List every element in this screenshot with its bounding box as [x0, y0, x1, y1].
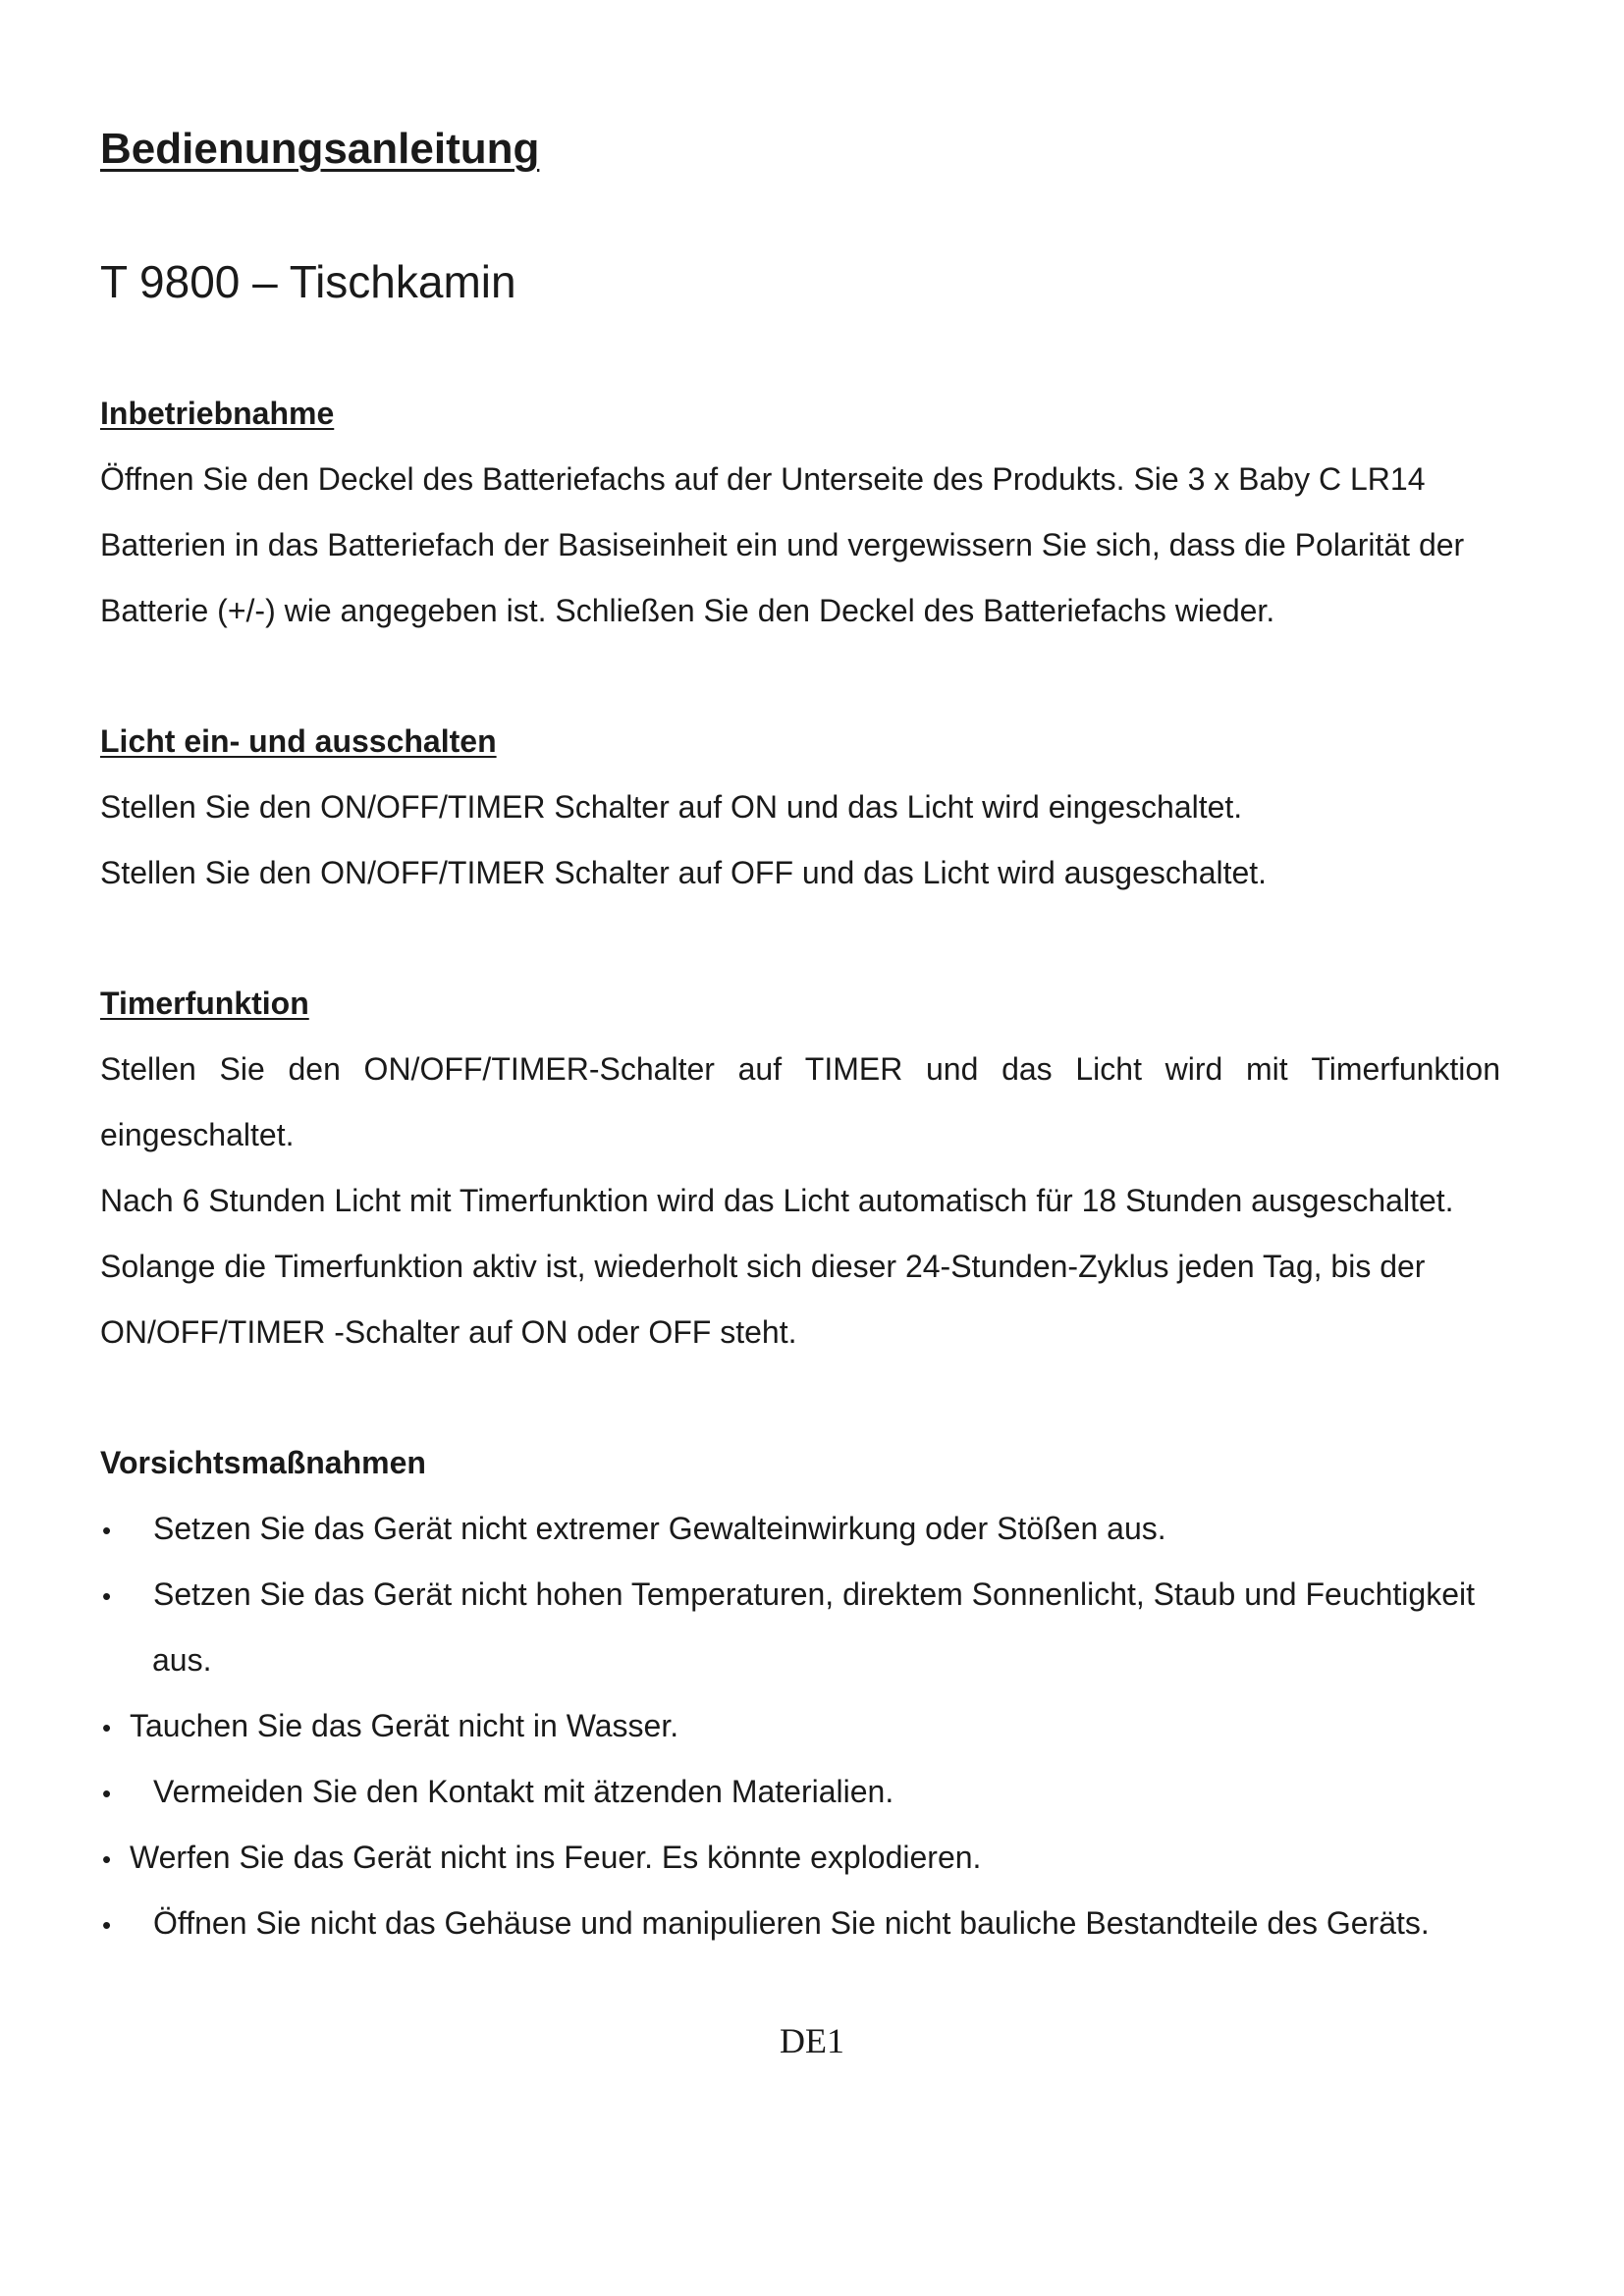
- section-heading-licht: Licht ein- und ausschalten: [100, 723, 497, 759]
- list-item: [102, 1840, 982, 1875]
- word: ON/OFF/TIMER-Schalter: [363, 1051, 715, 1087]
- list-item-text: Vermeiden Sie den Kontakt mit ätzenden Materialien.: [153, 1774, 894, 1809]
- word: Licht: [1075, 1051, 1142, 1087]
- word: wird: [1164, 1051, 1223, 1087]
- paragraph-line: eingeschaltet.: [100, 1117, 295, 1152]
- list-item-text: Tauchen Sie das Gerät nicht in Wasser.: [130, 1708, 679, 1743]
- list-item: [102, 1511, 1166, 1546]
- section-heading-inbetriebnahme: Inbetriebnahme: [100, 396, 335, 431]
- bullet-icon: •: [102, 1581, 112, 1611]
- word: und: [926, 1051, 979, 1087]
- paragraph-line: Batterie (+/-) wie angegeben ist. Schließen Sie den Deckel des Batteriefachs wieder.: [100, 593, 1275, 628]
- paragraph-line: Solange die Timerfunktion aktiv ist, wiederholt sich dieser 24-Stunden-Zyklus jeden Tag, bis der: [100, 1249, 1426, 1284]
- bullet-icon: •: [102, 1910, 112, 1940]
- section-heading-vorsicht: Vorsichtsmaßnahmen: [100, 1445, 426, 1480]
- word: auf: [737, 1051, 783, 1087]
- page-number: DE1: [780, 2021, 844, 2060]
- list-item-text: Setzen Sie das Gerät nicht extremer Gewalteinwirkung oder Stößen aus.: [153, 1511, 1166, 1546]
- word: TIMER: [804, 1051, 903, 1087]
- paragraph-line: ON/OFF/TIMER -Schalter auf ON oder OFF steht.: [100, 1314, 797, 1350]
- list-item: [102, 1576, 1475, 1612]
- list-item: [102, 1774, 894, 1809]
- bullet-icon: •: [102, 1844, 112, 1874]
- bullet-icon: •: [102, 1713, 112, 1742]
- paragraph-line-justified: [100, 1052, 1500, 1087]
- word: das: [1001, 1051, 1053, 1087]
- paragraph-line: Nach 6 Stunden Licht mit Timerfunktion wird das Licht automatisch für 18 Stunden ausgeschaltet.: [100, 1183, 1454, 1218]
- paragraph-line: Batterien in das Batteriefach der Basiseinheit ein und vergewissern Sie sich, dass die Polarität der: [100, 527, 1465, 562]
- paragraph-line: Stellen Sie den ON/OFF/TIMER Schalter auf OFF und das Licht wird ausgeschaltet.: [100, 855, 1268, 890]
- page-title: Bedienungsanleitung: [100, 125, 540, 173]
- paragraph-line: Stellen Sie den ON/OFF/TIMER Schalter auf ON und das Licht wird eingeschaltet.: [100, 789, 1243, 825]
- bullet-icon: •: [102, 1779, 112, 1808]
- word: mit: [1246, 1051, 1288, 1087]
- list-item-continuation: aus.: [152, 1642, 212, 1678]
- list-item-text: Werfen Sie das Gerät nicht ins Feuer. Es könnte explodieren.: [130, 1840, 982, 1875]
- list-item-text: Setzen Sie das Gerät nicht hohen Temperaturen, direktem Sonnenlicht, Staub und Feuchtigkeit: [153, 1576, 1475, 1612]
- list-item: [102, 1708, 679, 1743]
- list-item: [102, 1905, 1430, 1941]
- word: Stellen: [100, 1051, 196, 1087]
- word: den: [288, 1051, 341, 1087]
- list-item-text: Öffnen Sie nicht das Gehäuse und manipulieren Sie nicht bauliche Bestandteile des Geräts.: [153, 1905, 1430, 1941]
- bullet-icon: •: [102, 1516, 112, 1545]
- paragraph-line: Öffnen Sie den Deckel des Batteriefachs auf der Unterseite des Produkts. Sie 3 x Baby C LR14: [100, 461, 1426, 497]
- product-subtitle: T 9800 – Tischkamin: [100, 256, 516, 307]
- section-heading-timer: Timerfunktion: [100, 986, 309, 1021]
- word: Timerfunktion: [1311, 1051, 1500, 1087]
- word: Sie: [219, 1051, 265, 1087]
